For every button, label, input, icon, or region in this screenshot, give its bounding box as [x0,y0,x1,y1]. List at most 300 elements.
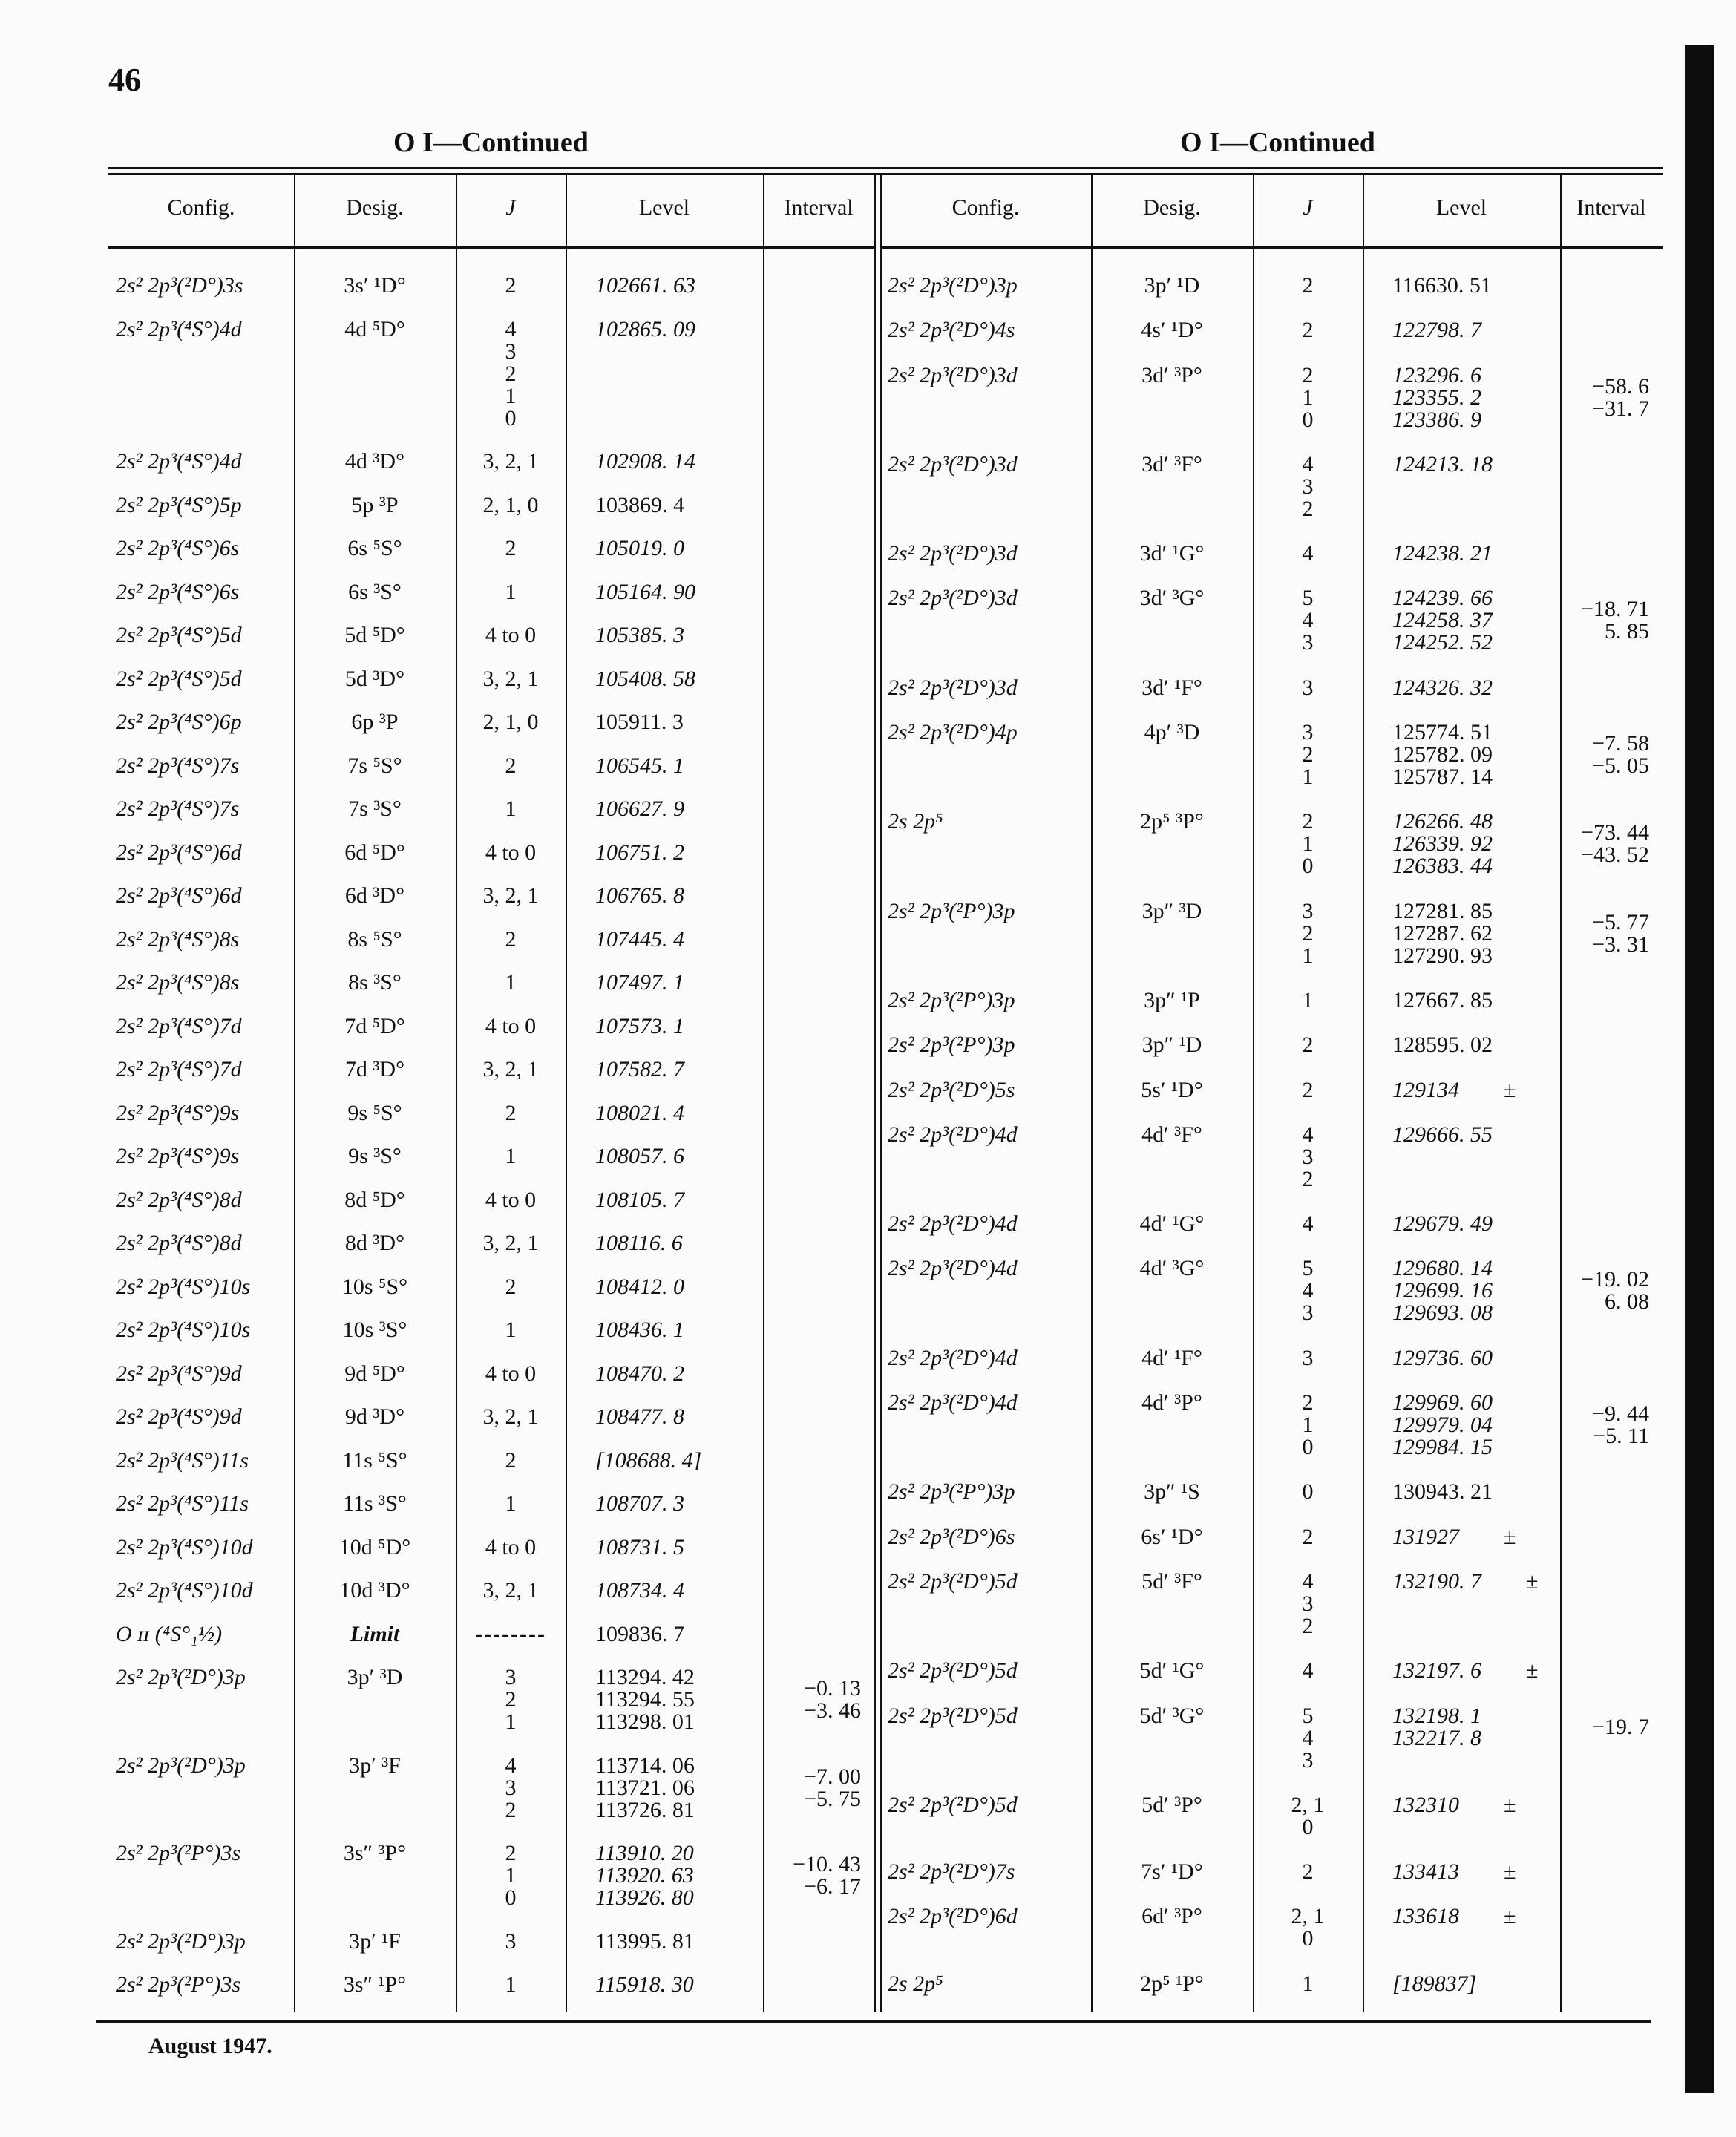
designation-cell: 3d′ ³G° [1139,586,1205,611]
plus-minus-sign: ± [1504,1904,1516,1929]
designation-cell: 6p ³P [351,710,399,735]
level-value: 129979. 04 [1392,1413,1493,1438]
j-value: 1 [505,970,517,995]
level-value: 129134 ± [1392,1077,1516,1102]
level-value: 109836. 7 [595,1621,684,1646]
j-value: 3, 2, 1 [482,1578,539,1603]
config-cell: 2s² 2p³(²D°)4d [888,1345,1018,1370]
j-value: 3, 2, 1 [482,1057,539,1082]
level-value: 124238. 21 [1392,541,1493,566]
j-value: 0 [1302,1926,1314,1951]
level-value: 108470. 2 [595,1361,684,1386]
config-cell: 2s² 2p³(²D°)3d [888,451,1018,477]
j-value: 2 [505,1447,517,1473]
level-value: 102908. 14 [595,449,695,474]
interval-value: −43. 52 [1581,842,1649,868]
designation-cell: 6s ⁵S° [347,536,402,561]
config-cell: 2s² 2p³(²D°)5d [888,1658,1018,1683]
config-cell: 2s² 2p³(²D°)3p [116,1928,246,1954]
designation-cell: 11s ⁵S° [342,1447,407,1473]
designation-cell: 10d ³D° [339,1578,410,1603]
j-value: 4 to 0 [485,1013,537,1038]
interval-value: 5. 85 [1605,619,1649,644]
level-value: 124213. 18 [1392,451,1493,477]
config-cell: 2s² 2p³(²D°)3p [116,1665,246,1690]
footer-date: August 1947. [148,2034,272,2058]
right-header-interval: Interval [1576,195,1646,220]
designation-cell: 3s″ ¹P° [343,1972,407,1997]
designation-cell: 5d′ ³G° [1139,1703,1205,1728]
j-value: 4 [1302,451,1314,477]
j-value: 5 [1302,1703,1314,1728]
j-value: 5 [1302,586,1314,611]
header-rule-right [880,246,1663,249]
level-value: 127287. 62 [1392,920,1493,946]
j-value: 2 [505,1797,517,1822]
plus-minus-sign: ± [1504,1792,1516,1817]
level-value: 125774. 51 [1392,720,1493,745]
level-value: 126339. 92 [1392,831,1493,857]
level-value: 131927 ± [1392,1524,1516,1549]
designation-cell: 6d′ ³P° [1141,1904,1202,1929]
j-value: 3 [1302,1747,1314,1773]
j-value: 3 [505,1665,517,1690]
j-value: 4 to 0 [485,840,537,865]
j-value: 3, 2, 1 [482,883,539,909]
j-value: 2 [1302,1166,1314,1191]
designation-cell: 3s′ ¹D° [344,273,406,298]
level-value: 129736. 60 [1392,1345,1493,1370]
interval-value: −7. 58 [1592,731,1649,756]
level-value: 105164. 90 [595,579,695,604]
level-value: 108057. 6 [595,1144,684,1169]
level-value: 132198. 1 [1392,1703,1481,1728]
j-value: 5 [1302,1256,1314,1281]
j-value: 3 [1302,720,1314,745]
left-header-j: J [505,195,516,220]
config-cell: 2s² 2p³(²D°)5d [888,1703,1018,1728]
designation-cell: 3p′ ³D [347,1665,403,1690]
config-cell: 2s² 2p³(⁴S°)4d [116,449,242,474]
j-value: 0 [1302,1479,1314,1505]
interval-value: −3. 31 [1592,932,1649,957]
level-value: 129679. 49 [1392,1211,1493,1237]
designation-cell: 7d ³D° [344,1057,405,1082]
config-cell: 2s² 2p³(²D°)3d [888,362,1018,387]
col-divider [456,173,457,2012]
left-header-desig: Desig. [346,195,404,220]
config-cell: 2s² 2p³(²D°)5s [888,1077,1015,1102]
designation-cell: 3s″ ³P° [343,1841,407,1866]
right-header-config: Config. [951,195,1020,220]
interval-value: −19. 02 [1581,1267,1649,1292]
designation-cell: 2p⁵ ³P° [1140,809,1204,834]
level-value: 106627. 9 [595,796,684,822]
j-value: 4 [505,316,517,341]
j-value: 3 [505,1928,517,1954]
center-divider-b [880,173,882,2012]
j-value: 4 [1302,1278,1314,1303]
level-value: 132310 ± [1392,1792,1516,1817]
j-value: 2 [505,753,517,778]
j-value: 1 [505,1491,517,1516]
level-value: 124239. 66 [1392,586,1493,611]
designation-cell: 3p′ ¹F [349,1928,401,1954]
designation-cell: 7s′ ¹D° [1141,1859,1203,1885]
level-value: [189837] [1392,1971,1477,1996]
j-value: 0 [505,405,517,431]
designation-cell: 6s ³S° [348,579,402,604]
plus-minus-sign: ± [1504,1859,1516,1885]
level-value: 129984. 15 [1392,1435,1493,1460]
config-cell: 2s² 2p³(⁴S°)11s [116,1491,249,1516]
config-cell: 2s² 2p³(⁴S°)8s [116,970,240,995]
interval-value: −5. 77 [1592,909,1649,935]
level-value: 108412. 0 [595,1274,684,1299]
level-value: 129699. 16 [1392,1278,1493,1303]
j-value: 3, 2, 1 [482,1231,539,1256]
config-cell: 2s² 2p³(⁴S°)7d [116,1013,242,1038]
interval-value: −19. 7 [1592,1714,1649,1739]
j-value: 2 [505,536,517,561]
level-value: 106545. 1 [595,753,684,778]
level-value: 113726. 81 [595,1797,695,1822]
level-value: 113995. 81 [595,1928,695,1954]
level-value: 132197. 6 ± [1392,1658,1539,1683]
j-value: -------- [475,1621,546,1646]
level-value: 108021. 4 [595,1100,684,1125]
left-header-level: Level [638,195,690,220]
plus-minus-sign: ± [1504,1077,1516,1102]
designation-cell: 4d′ ¹G° [1139,1211,1205,1237]
j-value: 2 [1302,362,1314,387]
designation-cell: 8d ³D° [344,1231,405,1256]
j-value: 2 [505,1274,517,1299]
header-rule-left [108,246,874,249]
col-divider [1363,173,1364,2012]
j-value: 4 [1302,608,1314,633]
level-value: 108436. 1 [595,1318,684,1343]
j-value: 4 to 0 [485,623,537,648]
config-cell: 2s 2p⁵ [888,809,943,834]
j-value: 2 [1302,1077,1314,1102]
designation-cell: 3p″ ¹P [1144,987,1200,1012]
designation-cell: 3d′ ³P° [1141,362,1202,387]
level-value: 107497. 1 [595,970,684,995]
level-value: 113298. 01 [595,1709,695,1735]
level-value: 102865. 09 [595,316,695,341]
config-cell: 2s² 2p³(²P°)3p [888,1479,1015,1505]
designation-cell: 4d′ ³G° [1139,1256,1205,1281]
plus-minus-sign: ± [1504,1524,1516,1549]
designation-cell: 4d ⁵D° [344,316,405,341]
j-value: 1 [1302,831,1314,857]
j-value: 3 [505,338,517,364]
designation-cell: 5d′ ¹G° [1139,1658,1205,1683]
col-divider [294,173,295,2012]
level-value: 103869. 4 [595,492,684,517]
level-value: 127290. 93 [1392,943,1493,968]
config-cell: O ɪɪ (⁴S°₁½) [116,1621,223,1646]
j-value: 4 [1302,1211,1314,1237]
designation-cell: 5d ³D° [344,666,405,691]
config-cell: 2s² 2p³(²D°)6s [888,1524,1015,1549]
config-cell: 2s² 2p³(²D°)3d [888,586,1018,611]
level-value: 113714. 06 [595,1753,695,1778]
j-value: 2, 1, 0 [482,710,539,735]
j-value: 2 [1302,318,1314,343]
interval-value: −5. 05 [1592,753,1649,779]
j-value: 0 [1302,1435,1314,1460]
level-value: 129969. 60 [1392,1390,1493,1416]
level-value: 113910. 20 [595,1841,694,1866]
j-value: 3 [1302,1144,1314,1169]
config-cell: 2s² 2p³(²D°)4s [888,318,1015,343]
config-cell: 2s² 2p³(²D°)3d [888,541,1018,566]
designation-cell: 10s ³S° [342,1318,407,1343]
j-value: 1 [505,1318,517,1343]
config-cell: 2s² 2p³(⁴S°)10s [116,1318,251,1343]
config-cell: 2s² 2p³(⁴S°)6s [116,579,240,604]
table-title-right: O I—Continued [1180,127,1375,158]
j-value: 1 [1302,1413,1314,1438]
designation-cell: 2p⁵ ¹P° [1140,1971,1204,1996]
j-value: 2 [505,1687,517,1712]
j-value: 2, 1 [1291,1792,1325,1817]
designation-cell: 4d′ ¹F° [1141,1345,1202,1370]
j-value: 2 [505,361,517,386]
interval-value: −3. 46 [804,1698,861,1724]
designation-cell: 9d ⁵D° [344,1361,405,1386]
level-value: 127281. 85 [1392,898,1493,923]
j-value: 2 [1302,809,1314,834]
level-value: 113294. 55 [595,1687,695,1712]
designation-cell: 3p″ ¹S [1144,1479,1200,1505]
j-value: 2 [1302,742,1314,768]
interval-value: −73. 44 [1581,820,1649,845]
j-value: 1 [1302,384,1314,410]
designation-cell: 6s′ ¹D° [1141,1524,1203,1549]
level-value: 108734. 4 [595,1578,684,1603]
j-value: 0 [505,1885,517,1911]
level-value: 105385. 3 [595,623,684,648]
designation-cell: 10s ⁵S° [341,1274,408,1299]
designation-cell: 10d ⁵D° [338,1534,411,1560]
config-cell: 2s² 2p³(⁴S°)5p [116,492,242,517]
config-cell: 2s² 2p³(²P°)3p [888,898,1015,923]
j-value: 4 [1302,541,1314,566]
level-value: 122798. 7 [1392,318,1481,343]
designation-cell: 11s ³S° [343,1491,407,1516]
j-value: 3 [1302,630,1314,655]
j-value: 4 [505,1753,517,1778]
j-value: 2 [505,1100,517,1125]
level-value: 129666. 55 [1392,1122,1493,1147]
config-cell: 2s² 2p³(⁴S°)11s [116,1447,249,1473]
table-title-left: O I—Continued [393,127,589,158]
level-value: 126266. 48 [1392,809,1493,834]
config-cell: 2s² 2p³(⁴S°)9d [116,1404,242,1430]
level-value: 107573. 1 [595,1013,684,1038]
config-cell: 2s² 2p³(²P°)3p [888,987,1015,1012]
interval-value: −31. 7 [1592,396,1649,421]
level-value: 113926. 80 [595,1885,694,1911]
j-value: 1 [505,383,517,408]
left-header-interval: Interval [784,195,854,220]
config-cell: 2s² 2p³(²D°)4d [888,1390,1018,1416]
interval-value: −6. 17 [804,1874,861,1899]
level-value: 108105. 7 [595,1187,684,1212]
designation-cell: 8d ⁵D° [344,1187,405,1212]
j-value: 3, 2, 1 [482,449,539,474]
designation-cell: 5s′ ¹D° [1141,1077,1203,1102]
level-value: 105408. 58 [595,666,695,691]
config-cell: 2s² 2p³(⁴S°)7d [116,1057,242,1082]
level-value: 124326. 32 [1392,675,1493,700]
config-cell: 2s² 2p³(⁴S°)5d [116,623,242,648]
right-header-j: J [1303,195,1313,220]
level-value: 133618 ± [1392,1904,1516,1929]
config-cell: 2s² 2p³(⁴S°)8d [116,1187,242,1212]
designation-cell: 5d′ ³P° [1141,1792,1202,1817]
j-value: 1 [505,1863,517,1888]
j-value: 1 [1302,987,1314,1012]
j-value: 2 [1302,920,1314,946]
designation-cell: 8s ³S° [348,970,402,995]
config-cell: 2s² 2p³(⁴S°)8s [116,926,240,952]
level-value: 124252. 52 [1392,630,1493,655]
j-value: 4 [1302,1658,1314,1683]
level-value: 133413 ± [1392,1859,1516,1885]
level-value: 108477. 8 [595,1404,684,1430]
designation-cell: 4d ³D° [344,449,405,474]
level-value: 125782. 09 [1392,742,1493,768]
designation-cell: 3p″ ¹D [1141,1032,1202,1058]
level-value: 108707. 3 [595,1491,684,1516]
config-cell: 2s² 2p³(²P°)3s [116,1841,241,1866]
designation-cell: 4p′ ³D [1144,720,1200,745]
level-value: 107582. 7 [595,1057,684,1082]
designation-cell: 3p″ ³D [1141,898,1202,923]
level-value: 123296. 6 [1392,362,1481,387]
config-cell: 2s² 2p³(²D°)3p [888,273,1018,298]
level-value: 126383. 44 [1392,854,1493,879]
col-divider [763,173,764,2012]
j-value: 4 to 0 [485,1187,537,1212]
j-value: 2 [505,273,517,298]
j-value: 1 [505,1144,517,1169]
j-value: 0 [1302,854,1314,879]
level-value: 129680. 14 [1392,1256,1493,1281]
config-cell: 2s² 2p³(²D°)6d [888,1904,1018,1929]
config-cell: 2s 2p⁵ [888,1971,943,1996]
j-value: 1 [505,579,517,604]
config-cell: 2s² 2p³(²D°)7s [888,1859,1015,1885]
level-value: 108731. 5 [595,1534,684,1560]
j-value: 3, 2, 1 [482,666,539,691]
j-value: 4 [1302,1568,1314,1594]
j-value: 1 [1302,943,1314,968]
designation-cell: 9s ⁵S° [347,1100,402,1125]
j-value: 4 [1302,1122,1314,1147]
config-cell: 2s² 2p³(²D°)4d [888,1211,1018,1237]
designation-cell: 4s′ ¹D° [1141,318,1203,343]
config-cell: 2s² 2p³(⁴S°)5d [116,666,242,691]
interval-value: −7. 00 [804,1764,861,1789]
j-value: 4 to 0 [485,1534,537,1560]
j-value: 1 [505,1709,517,1735]
level-value: 105019. 0 [595,536,684,561]
plus-minus-sign: ± [1526,1658,1539,1683]
level-value: 105911. 3 [595,710,684,735]
designation-cell: 4d′ ³P° [1141,1390,1202,1416]
level-value: 132190. 7 ± [1392,1568,1539,1594]
j-value: 2 [1302,1032,1314,1058]
config-cell: 2s² 2p³(⁴S°)7s [116,753,240,778]
j-value: 1 [505,1972,517,1997]
config-cell: 2s² 2p³(²D°)5d [888,1568,1018,1594]
j-value: 2 [1302,273,1314,298]
interval-value: −18. 71 [1581,597,1649,622]
designation-cell: 9d ³D° [344,1404,405,1430]
designation-cell: 6d ³D° [344,883,405,909]
level-value: 115918. 30 [595,1972,694,1997]
designation-cell: 8s ⁵S° [347,926,402,952]
config-cell: 2s² 2p³(⁴S°)8d [116,1231,242,1256]
bottom-rule [96,2020,1651,2023]
config-cell: 2s² 2p³(⁴S°)9s [116,1100,240,1125]
interval-value: −5. 11 [1593,1424,1649,1449]
j-value: 0 [1302,1814,1314,1839]
level-value: 106751. 2 [595,840,684,865]
level-value: 108116. 6 [595,1231,683,1256]
binding-edge [1685,45,1714,2093]
j-value: 0 [1302,407,1314,432]
designation-cell: 7d ⁵D° [344,1013,405,1038]
level-value: 116630. 51 [1392,273,1492,298]
config-cell: 2s² 2p³(⁴S°)6p [116,710,242,735]
right-header-desig: Desig. [1143,195,1201,220]
interval-value: −58. 6 [1592,373,1649,399]
j-value: 2 [1302,1859,1314,1885]
designation-cell: 5p ³P [351,492,399,517]
level-value: 107445. 4 [595,926,684,952]
j-value: 3 [1302,675,1314,700]
level-value: 124258. 37 [1392,608,1493,633]
config-cell: 2s² 2p³(⁴S°)10s [116,1274,251,1299]
designation-cell: 6d ⁵D° [344,840,405,865]
j-value: 2 [505,926,517,952]
designation-cell: 5d ⁵D° [344,623,405,648]
level-value: 113920. 63 [595,1863,694,1888]
j-value: 3 [1302,898,1314,923]
level-value: 125787. 14 [1392,765,1493,790]
j-value: 3 [1302,1345,1314,1370]
level-value: 113721. 06 [595,1775,695,1800]
designation-cell: 9s ³S° [348,1144,402,1169]
col-divider [566,173,567,2012]
level-value: 102661. 63 [595,273,695,298]
designation-cell: 7s ⁵S° [347,753,402,778]
designation-cell: 5d′ ³F° [1141,1568,1202,1594]
interval-value: −10. 43 [793,1852,861,1877]
config-cell: 2s² 2p³(²D°)4p [888,720,1018,745]
designation-cell: 3d′ ¹F° [1141,675,1202,700]
j-value: 4 to 0 [485,1361,537,1386]
config-cell: 2s² 2p³(²D°)4d [888,1256,1018,1281]
config-cell: 2s² 2p³(²P°)3p [888,1032,1015,1058]
config-cell: 2s² 2p³(²D°)3s [116,273,243,298]
